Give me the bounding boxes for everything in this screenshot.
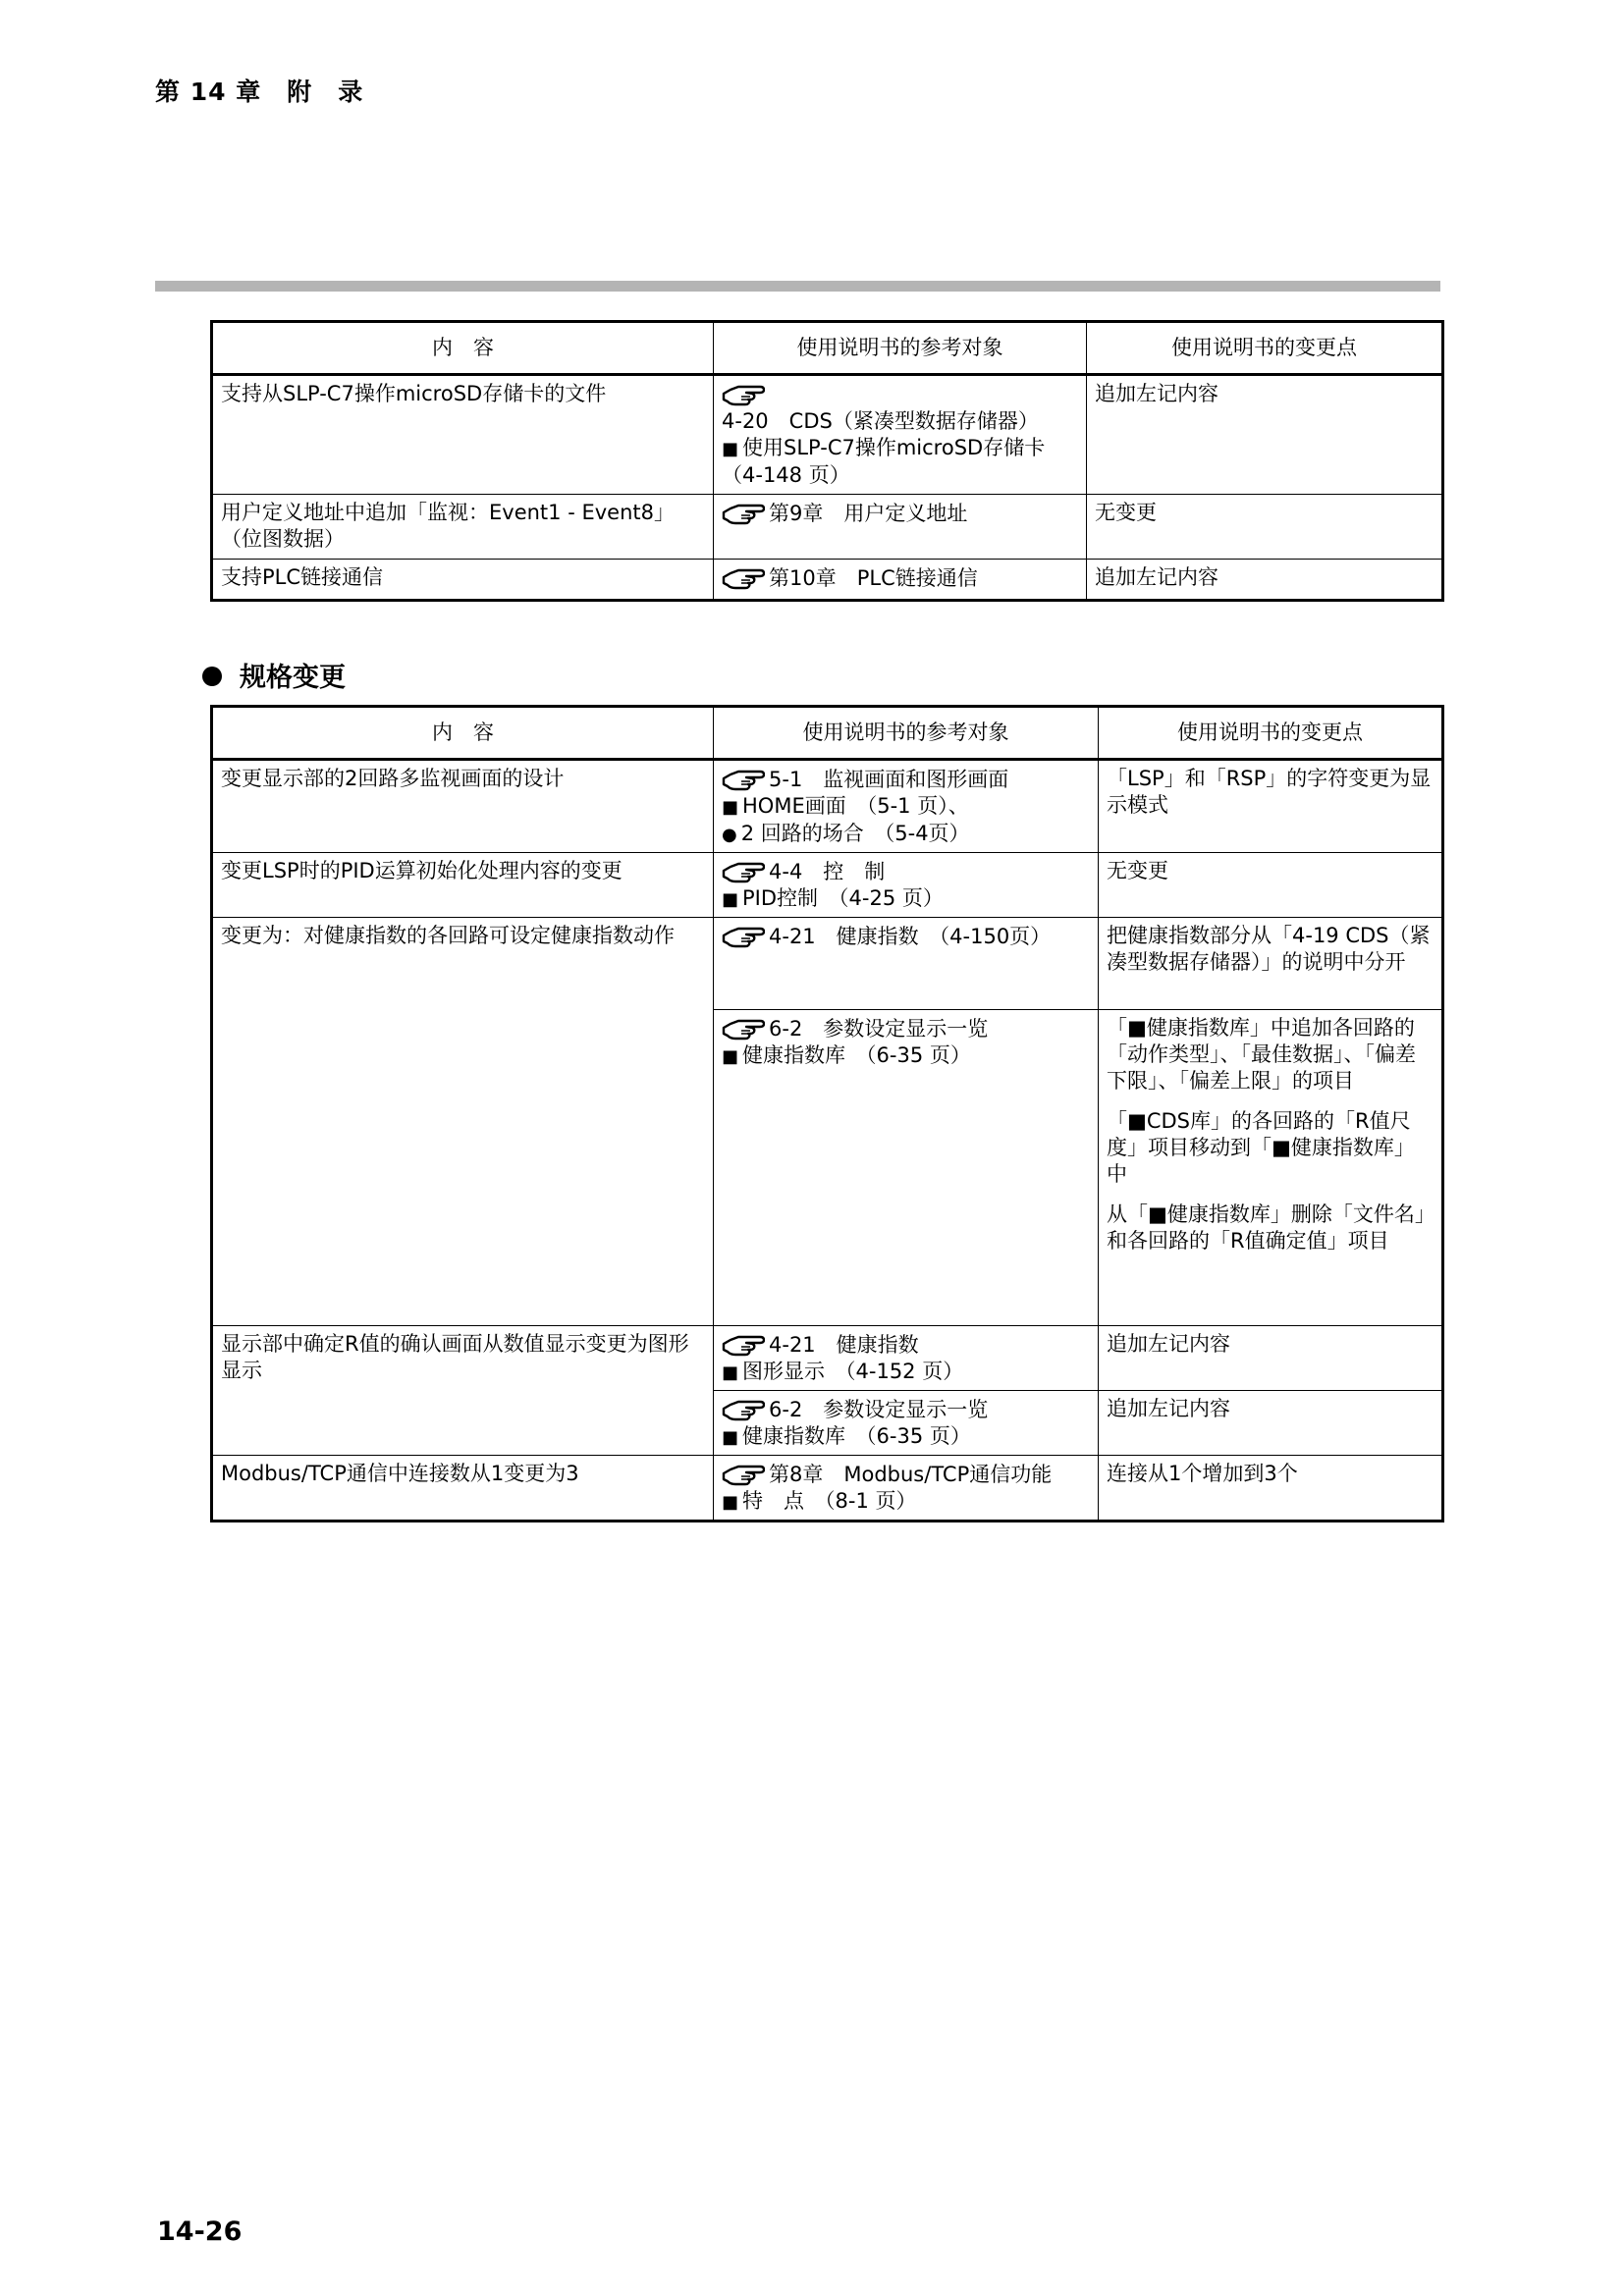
section-heading <box>202 656 346 694</box>
square-bullet-icon: ■ <box>722 439 739 459</box>
change-note: 从「■健康指数库」删除「文件名」和各回路的「R值确定值」项目 <box>1107 1202 1426 1253</box>
reference-chapter: 4-21 健康指数 <box>769 1333 919 1357</box>
change-note: 「■CDS库」的各回路的「R值尺度」项目移动到「■健康指数库」中 <box>1107 1109 1415 1186</box>
table-row <box>212 560 1443 601</box>
pointing-hand-icon <box>722 858 765 884</box>
change-cell: 追加左记内容 <box>1099 1391 1443 1456</box>
reference-cell <box>714 1010 1099 1326</box>
chapter-header: 第 14 章 附 录 <box>155 78 364 106</box>
change-cell: 追加左记内容 <box>1087 375 1443 495</box>
table-row <box>212 495 1443 560</box>
square-bullet-icon: ■ <box>722 889 739 910</box>
reference-chapter: 第9章 用户定义地址 <box>769 502 968 525</box>
content-cell: 支持PLC链接通信 <box>212 560 714 601</box>
pointing-hand-icon <box>722 766 765 792</box>
reference-chapter: 4-21 健康指数 （4-150页） <box>769 925 1052 948</box>
content-cell: 支持从SLP-C7操作microSD存储卡的文件 <box>212 375 714 495</box>
reference-chapter: 4-20 CDS（紧凑型数据存储器） <box>722 409 1039 433</box>
reference-cell <box>714 495 1087 560</box>
reference-item: 健康指数库 （6-35 页） <box>742 1043 971 1067</box>
section-title: 规格变更 <box>240 663 346 693</box>
reference-cell <box>714 760 1099 853</box>
reference-chapter: 第8章 Modbus/TCP通信功能 <box>769 1463 1053 1486</box>
reference-cell <box>714 918 1099 1010</box>
content-cell: 变更显示部的2回路多监视画面的设计 <box>212 760 714 853</box>
column-header-reference: 使用说明书的参考对象 <box>714 707 1099 760</box>
square-bullet-icon: ■ <box>722 1362 739 1383</box>
table-header-row <box>212 707 1443 760</box>
pointing-hand-icon <box>722 923 765 949</box>
table-row <box>212 375 1443 495</box>
content-cell: Modbus/TCP通信中连接数从1变更为3 <box>212 1456 714 1522</box>
reference-cell <box>714 853 1099 918</box>
pointing-hand-icon <box>722 564 765 591</box>
column-header-change: 使用说明书的变更点 <box>1087 322 1443 375</box>
change-cell: 把健康指数部分从「4-19 CDS（紧凑型数据存储器）」的说明中分开 <box>1099 918 1443 1010</box>
reference-chapter: 5-1 监视画面和图形画面 <box>769 768 1009 791</box>
square-bullet-icon: ■ <box>722 1427 739 1448</box>
column-header-change: 使用说明书的变更点 <box>1099 707 1443 760</box>
square-bullet-icon: ■ <box>722 1492 739 1513</box>
content-cell: 显示部中确定R值的确认画面从数值显示变更为图形显示 <box>212 1326 714 1456</box>
pointing-hand-icon <box>722 1461 765 1487</box>
reference-cell <box>714 375 1087 495</box>
pointing-hand-icon <box>722 1015 765 1041</box>
reference-chapter: 6-2 参数设定显示一览 <box>769 1398 989 1421</box>
change-cell: 连接从1个增加到3个 <box>1099 1456 1443 1522</box>
table-row <box>212 1456 1443 1522</box>
change-cell: 追加左记内容 <box>1099 1326 1443 1391</box>
reference-chapter: 4-4 控 制 <box>769 860 886 883</box>
table-row <box>212 918 1443 1010</box>
reference-item: 图形显示 （4-152 页） <box>742 1360 964 1383</box>
reference-cell <box>714 1456 1099 1522</box>
reference-cell <box>714 560 1087 601</box>
change-cell: 无变更 <box>1099 853 1443 918</box>
reference-item: PID控制 （4-25 页） <box>742 886 944 910</box>
content-cell: 变更为：对健康指数的各回路可设定健康指数动作 <box>212 918 714 1326</box>
reference-item: 使用SLP-C7操作microSD存储卡（4-148 页） <box>722 436 1046 487</box>
column-header-content: 内 容 <box>212 707 714 760</box>
table-row <box>212 760 1443 853</box>
reference-chapter: 6-2 参数设定显示一览 <box>769 1017 989 1041</box>
column-header-content: 内 容 <box>212 322 714 375</box>
pointing-hand-icon <box>722 500 765 526</box>
reference-cell <box>714 1326 1099 1391</box>
pointing-hand-icon <box>722 1396 765 1422</box>
change-cell: 「LSP」和「RSP」的字符变更为显示模式 <box>1099 760 1443 853</box>
change-cell: 无变更 <box>1087 495 1443 560</box>
content-cell: 用户定义地址中追加「监视：Event1 - Event8」（位图数据） <box>212 495 714 560</box>
square-bullet-icon: ■ <box>722 797 739 818</box>
table-header-row <box>212 322 1443 375</box>
square-bullet-icon: ■ <box>722 1046 739 1067</box>
change-cell: 追加左记内容 <box>1087 560 1443 601</box>
reference-item: HOME画面 （5-1 页）、 <box>742 794 969 818</box>
circle-bullet-icon <box>202 667 222 686</box>
circle-bullet-icon: ● <box>722 825 737 845</box>
reference-cell <box>714 1391 1099 1456</box>
change-cell <box>1099 1010 1443 1326</box>
reference-chapter: 第10章 PLC链接通信 <box>769 566 978 590</box>
manual-changes-table <box>210 320 1444 602</box>
table-row <box>212 853 1443 918</box>
spec-changes-table <box>210 705 1444 1522</box>
reference-item: 健康指数库 （6-35 页） <box>742 1424 971 1448</box>
change-note: 「■健康指数库」中追加各回路的「动作类型」、「最佳数据」、「偏差下限」、「偏差上限」的项目 <box>1107 1016 1416 1093</box>
header-divider <box>155 281 1440 292</box>
page-number: 14-26 <box>157 2216 243 2247</box>
pointing-hand-icon <box>722 381 765 407</box>
content-cell: 变更LSP时的PID运算初始化处理内容的变更 <box>212 853 714 918</box>
reference-item: 特 点 （8-1 页） <box>742 1489 917 1513</box>
column-header-reference: 使用说明书的参考对象 <box>714 322 1087 375</box>
table-row <box>212 1326 1443 1391</box>
pointing-hand-icon <box>722 1331 765 1358</box>
reference-item: 2 回路的场合 （5-4页） <box>740 822 970 845</box>
